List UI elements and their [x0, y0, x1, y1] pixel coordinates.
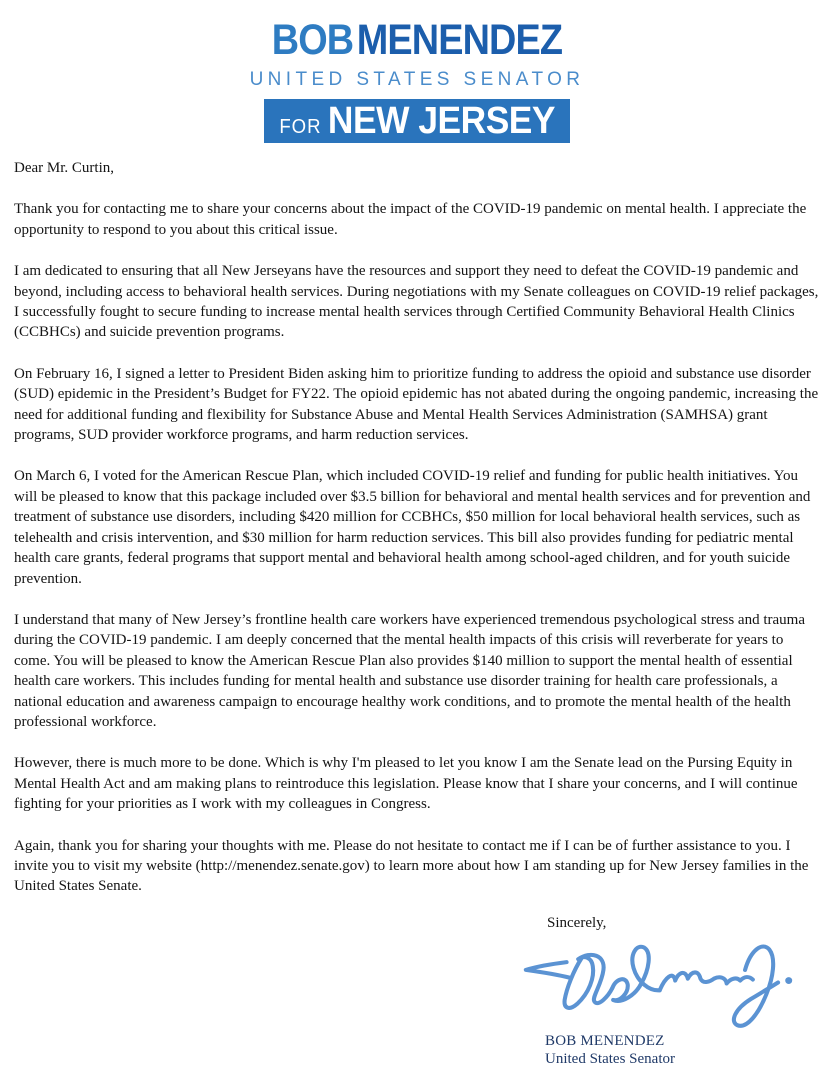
salutation: Dear Mr. Curtin, — [14, 160, 114, 176]
letterhead-banner — [264, 99, 570, 143]
letter-paragraph: However, there is much more to be done. Which is why I'm pleased to let you know I am the Senate lead on the Pursing Equity in Mental Health Act and am making plans to reintroduce this legislation. Please know that I share your concerns, and I will continue fighting for your priorities as I work with my colleagues in Congress. — [14, 755, 798, 813]
closing-block — [500, 913, 820, 1068]
signature-image — [500, 934, 800, 1031]
letterhead-banner-prefix: FOR — [279, 116, 322, 138]
signature-title: United States Senator — [545, 1050, 675, 1067]
letter-paragraph: On March 6, I voted for the American Rescue Plan, which included COVID-19 relief and funding for public health initiatives. You will be pleased to know that this package included over $3.5 billion for behavioral and mental health services and for prevention and treatment of substance use disorders, including $420 million for CCBHCs, $50 million for local behavioral health services, such as telehealth and crisis intervention, and $30 million for harm reduction services. This bill also provides funding for pediatric mental health care grants, federal programs that support mental and behavioral health among school-aged children, and for youth suicide prevention. — [14, 468, 811, 587]
letter-body — [0, 143, 834, 1068]
letterhead-name — [271, 16, 563, 64]
letterhead-banner-text — [279, 102, 555, 140]
letterhead-subtitle: UNITED STATES SENATOR — [249, 69, 585, 90]
letterhead-last-name: MENENDEZ — [356, 16, 563, 64]
letter-paragraph: On February 16, I signed a letter to President Biden asking him to prioritize funding to address the opioid and substance use disorder (SUD) epidemic in the President’s Budget for FY22. The opioid epidemic has not abated during the ongoing pandemic, increasing the need for additional funding and flexibility for Substance Abuse and Mental Health Services Administration (SAMHSA) grant programs, SUD provider workforce programs, and harm reduction services. — [14, 365, 819, 444]
letter-paragraph: Thank you for contacting me to share your concerns about the impact of the COVID-19 pandemic on mental health. I appreciate the opportunity to respond to you about this critical issue. — [14, 201, 807, 238]
letter-paragraph: I am dedicated to ensuring that all New Jerseyans have the resources and support they need to defeat the COVID-19 pandemic and beyond, including access to behavioral health services. During negotiations with my Senate colleagues on COVID-19 relief packages, I successfully fought to secure funding to increase mental health services through Certified Community Behavioral Health Clinics (CCBHCs) and suicide prevention programs. — [14, 263, 819, 341]
letterhead — [0, 0, 834, 143]
closing-salutation: Sincerely, — [547, 914, 607, 931]
signature-name: BOB MENENDEZ — [545, 1032, 665, 1049]
letterhead-first-name: BOB — [271, 16, 354, 64]
letter-paragraph: I understand that many of New Jersey’s frontline health care workers have experienced tremendous psychological stress and trauma during the COVID-19 pandemic. I am deeply concerned that the mental health impacts of this crisis will reverberate for years to come. You will be pleased to know the American Rescue Plan also provides $140 million to support the mental health of essential health care workers. This includes funding for mental health and substance use disorder training for health care professionals, a national education and awareness campaign to encourage healthy work conditions, and to promote the mental health of the health professional workforce. — [14, 611, 805, 730]
letterhead-banner-state: NEW JERSEY — [327, 100, 555, 142]
letter-paragraph: Again, thank you for sharing your thoughts with me. Please do not hesitate to contact me if I can be of further assistance to you. I invite you to visit my website (http://menendez.senate.gov) to learn more about how I am standing up for New Jersey families in the United States Senate. — [14, 837, 809, 895]
